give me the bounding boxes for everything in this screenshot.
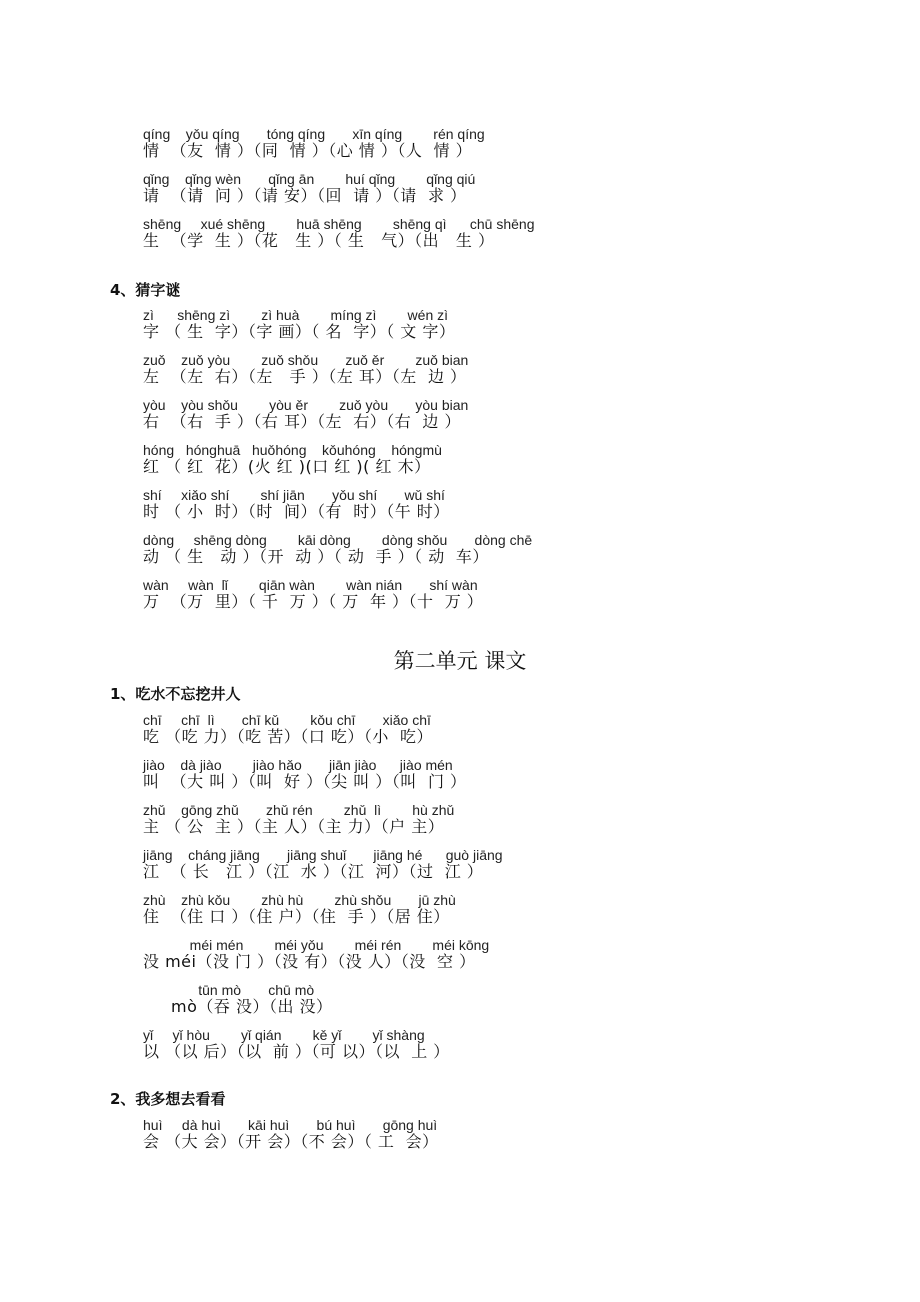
pinyin-line: tūn mò chū mò bbox=[171, 982, 315, 998]
pinyin-line: qíng yǒu qíng tóng qíng xīn qíng rén qíng bbox=[143, 126, 485, 142]
hanzi-line: 请 （请 问 ）（请 安）（回 请 ）（请 求 ） bbox=[143, 186, 467, 205]
hanzi-line: 会 （大 会）（开 会）（不 会）（ 工 会） bbox=[143, 1132, 439, 1151]
hanzi-line: 住 （住 口 ）（住 户）（住 手 ）（居 住） bbox=[143, 907, 450, 926]
section-heading-well: 1、吃水不忘挖井人 bbox=[110, 685, 241, 703]
hanzi-line: 江 （ 长 江 ）（江 水 ）（江 河）（过 江 ） bbox=[143, 862, 484, 881]
section-heading-look: 2、我多想去看看 bbox=[110, 1090, 226, 1108]
hanzi-line: 时 （ 小 时）（时 间）（有 时）（午 时） bbox=[143, 502, 450, 521]
pinyin-line: shí xiǎo shí shí jiān yǒu shí wǔ shí bbox=[143, 487, 445, 503]
pinyin-line: chī chī lì chī kǔ kǒu chī xiǎo chī bbox=[143, 712, 431, 728]
hanzi-line: mò（吞 没）（出 没） bbox=[171, 997, 333, 1016]
pinyin-line: méi mén méi yǒu méi rén méi kōng bbox=[143, 937, 490, 953]
pinyin-line: hóng hónghuā huǒhóng kǒuhóng hóngmù bbox=[143, 442, 442, 458]
pinyin-line: shēng xué shēng huā shēng shēng qì chū shēng bbox=[143, 216, 535, 232]
unit-title: 第二单元 课文 bbox=[393, 649, 527, 673]
pinyin-line: zhǔ gōng zhǔ zhǔ rén zhǔ lì hù zhǔ bbox=[143, 802, 455, 818]
hanzi-line: 左 （左 右）（左 手 ）（左 耳）（左 边 ） bbox=[143, 367, 467, 386]
hanzi-line: 主 （ 公 主 ）（主 人）（主 力）（户 主） bbox=[143, 817, 445, 836]
pinyin-line: qǐng qǐng wèn qǐng ān huí qǐng qǐng qiú bbox=[143, 171, 476, 187]
pinyin-line: yòu yòu shǒu yòu ěr zuǒ yòu yòu bian bbox=[143, 397, 469, 413]
hanzi-line: 吃 （吃 力）（吃 苦）（口 吃）（小 吃） bbox=[143, 727, 434, 746]
pinyin-line: zuǒ zuǒ yòu zuǒ shǒu zuǒ ěr zuǒ bian bbox=[143, 352, 469, 368]
hanzi-line: 右 （右 手 ）（右 耳）（左 右）（右 边 ） bbox=[143, 412, 461, 431]
pinyin-line: dòng shēng dòng kāi dòng dòng shǒu dòng chē bbox=[143, 532, 533, 548]
hanzi-line: 动 （ 生 动 ）（开 动 ）（ 动 手 ）（ 动 车） bbox=[143, 547, 489, 566]
pinyin-line: yǐ yǐ hòu yǐ qián kě yǐ yǐ shàng bbox=[143, 1027, 425, 1043]
hanzi-line: 以 （以 后）（以 前 ）（可 以）（以 上 ） bbox=[143, 1042, 450, 1061]
pinyin-line: zhù zhù kǒu zhù hù zhù shǒu jū zhù bbox=[143, 892, 456, 908]
hanzi-line: 没 méi（没 门 ）（没 有）（没 人）（没 空 ） bbox=[143, 952, 476, 971]
hanzi-line: 万 （万 里）（ 千 万 ）（ 万 年 ）（十 万 ） bbox=[143, 592, 484, 611]
hanzi-line: 红 （ 红 花）(火 红 )(口 红 )( 红 木） bbox=[143, 457, 431, 476]
hanzi-line: 生 （学 生 ）（花 生 ）（ 生 气）（出 生 ） bbox=[143, 231, 495, 250]
hanzi-line: 情 （友 情 ）（同 情 ）（心 情 ）（人 情 ） bbox=[143, 141, 473, 160]
pinyin-line: jiāng cháng jiāng jiāng shuǐ jiāng hé guò jiāng bbox=[143, 847, 503, 863]
pinyin-line: zì shēng zì zì huà míng zì wén zì bbox=[143, 307, 449, 323]
hanzi-line: 字 （ 生 字）（字 画）（ 名 字）（ 文 字） bbox=[143, 322, 456, 341]
pinyin-line: jiào dà jiào jiào hǎo jiān jiào jiào mén bbox=[143, 757, 453, 773]
pinyin-line: wàn wàn lǐ qiān wàn wàn nián shí wàn bbox=[143, 577, 478, 593]
hanzi-line: 叫 （大 叫 ）（叫 好 ）（尖 叫 ）（叫 门 ） bbox=[143, 772, 467, 791]
pinyin-line: huì dà huì kāi huì bú huì gōng huì bbox=[143, 1117, 438, 1133]
section-heading-riddle: 4、猜字谜 bbox=[110, 281, 181, 299]
